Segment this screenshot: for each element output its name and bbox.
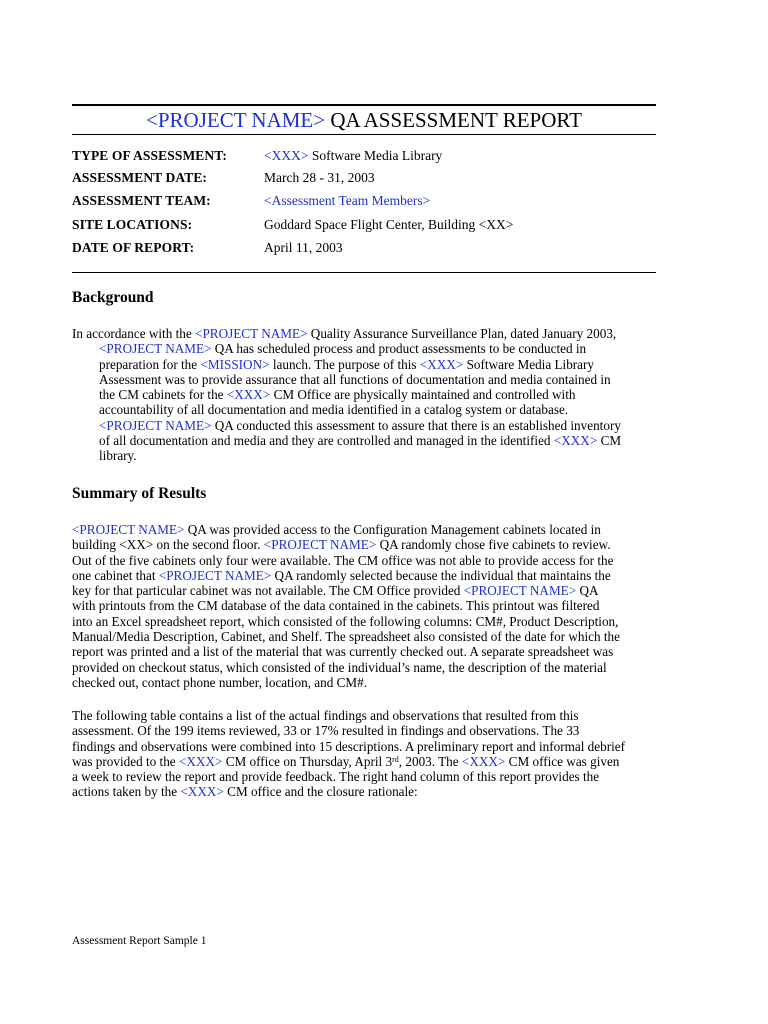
xxx-placeholder: <XXX> (226, 387, 271, 403)
page-footer: Assessment Report Sample 1 (72, 935, 207, 947)
project-name-placeholder: <PROJECT NAME> (99, 341, 212, 357)
summary-line: assessment. Of the 199 items reviewed, 33 or 17% resulted in findings and observations. The 33 (72, 723, 580, 739)
meta-date-label: ASSESSMENT DATE: (72, 170, 208, 185)
background-line: library. (99, 448, 137, 464)
xxx-placeholder: <XXX> (461, 753, 506, 769)
mission-placeholder: <MISSION> (200, 356, 270, 372)
background-line: <PROJECT NAME> QA has scheduled process and product assessments to be conducted in (99, 341, 587, 357)
summary-paragraph-2 (72, 708, 625, 800)
summary-line: into an Excel spreadsheet report, which consisted of the following columns: CM#, Product Description, (72, 613, 619, 629)
summary-line: report was printed and a list of the material that was currently checked out. A separate spreadsheet was (72, 644, 614, 660)
xxx-placeholder: <XXX> (553, 433, 598, 449)
background-line: of all documentation and media and they are controlled and managed in the identified <XXX> CM (99, 433, 622, 449)
xxx-placeholder: <XXX> (419, 356, 464, 372)
summary-line: Out of the five cabinets only four were available. The CM office was not able to provide access for the (72, 552, 614, 568)
background-line: preparation for the <MISSION> launch. The purpose of this <XXX> Software Media Library (99, 356, 595, 372)
xxx-placeholder: <XXX> (180, 784, 224, 800)
background-line: <PROJECT NAME> QA conducted this assessment to assure that there is an established inventory (99, 417, 621, 433)
background-line: Assessment was to provide assurance that all functions of documentation and media contained in (99, 371, 611, 387)
meta-report-date-label: DATE OF REPORT: (72, 240, 195, 255)
summary-line: was provided to the <XXX> CM office on Thursday, April 3rd, 2003. The <XXX> CM office was given (72, 753, 620, 769)
meta-report-date-value: April 11, 2003 (264, 240, 343, 255)
summary-line: provided on checkout status, which consisted of the individual’s name, the description of the material (72, 659, 607, 675)
summary-heading: Summary of Results (72, 485, 207, 502)
meta-team-label: ASSESSMENT TEAM: (72, 193, 211, 208)
project-name-placeholder: <PROJECT NAME> (463, 583, 577, 599)
background-line: In accordance with the <PROJECT NAME> Quality Assurance Surveillance Plan, dated January 2003, (72, 326, 617, 341)
meta-site-label: SITE LOCATIONS: (72, 217, 193, 232)
meta-bottom-rule (72, 272, 656, 273)
meta-type-text: Software Media Library (308, 148, 443, 163)
summary-line: a week to review the report and provide feedback. The right hand column of this report provides the (72, 769, 600, 785)
project-name-placeholder: <PROJECT NAME> (72, 522, 185, 537)
meta-date-value: March 28 - 31, 2003 (264, 170, 375, 185)
summary-line: checked out, contact phone number, location, and CM#. (72, 674, 368, 690)
summary-line: actions taken by the <XXX> CM office and the closure rationale: (72, 784, 418, 800)
background-line: accountability of all documentation and media identified in a catalog system or database. (99, 402, 569, 418)
report-title (72, 106, 656, 134)
meta-type-label: TYPE OF ASSESSMENT: (72, 148, 227, 163)
background-line: the CM cabinets for the <XXX> CM Office are physically maintained and controlled with (99, 387, 576, 403)
title-underline (72, 134, 656, 135)
summary-line: one cabinet that <PROJECT NAME> QA randomly selected because the individual that maintains the (72, 567, 611, 583)
meta-type-value (264, 146, 442, 166)
background-paragraph (72, 326, 621, 464)
meta-site-value: Goddard Space Flight Center, Building <XX> (264, 217, 514, 232)
summary-line: building <XX> on the second floor. <PROJECT NAME> QA randomly chose five cabinets to review. (72, 537, 611, 553)
ordinal-suffix: rd (392, 754, 399, 764)
project-name-placeholder: <PROJECT NAME> (158, 567, 272, 583)
xxx-placeholder: <XXX> (178, 753, 223, 769)
meta-type-placeholder: <XXX> (264, 148, 309, 163)
title-text: QA ASSESSMENT REPORT (325, 108, 582, 132)
project-name-placeholder: <PROJECT NAME> (263, 537, 377, 553)
summary-line: The following table contains a list of the actual findings and observations that resulted from this (72, 708, 579, 723)
meta-team-value: <Assessment Team Members> (264, 193, 431, 208)
summary-line: Manual/Media Description, Cabinet, and Shelf. The spreadsheet also consisted of the date for which the (72, 629, 620, 645)
summary-line: <PROJECT NAME> QA was provided access to the Configuration Management cabinets located in (72, 522, 601, 537)
title-project-placeholder: <PROJECT NAME> (146, 108, 326, 132)
summary-paragraph-1 (72, 522, 620, 690)
summary-line: with printouts from the CM database of the data contained in the cabinets. This printout was filtered (72, 598, 600, 614)
project-name-placeholder: <PROJECT NAME> (195, 326, 308, 341)
summary-line: findings and observations were combined into 15 descriptions. A preliminary report and informal debrief (72, 738, 626, 754)
background-heading: Background (72, 289, 154, 306)
project-name-placeholder: <PROJECT NAME> (99, 417, 212, 433)
summary-line: key for that particular cabinet was not available. The CM Office provided <PROJECT NAME> QA (72, 583, 599, 599)
